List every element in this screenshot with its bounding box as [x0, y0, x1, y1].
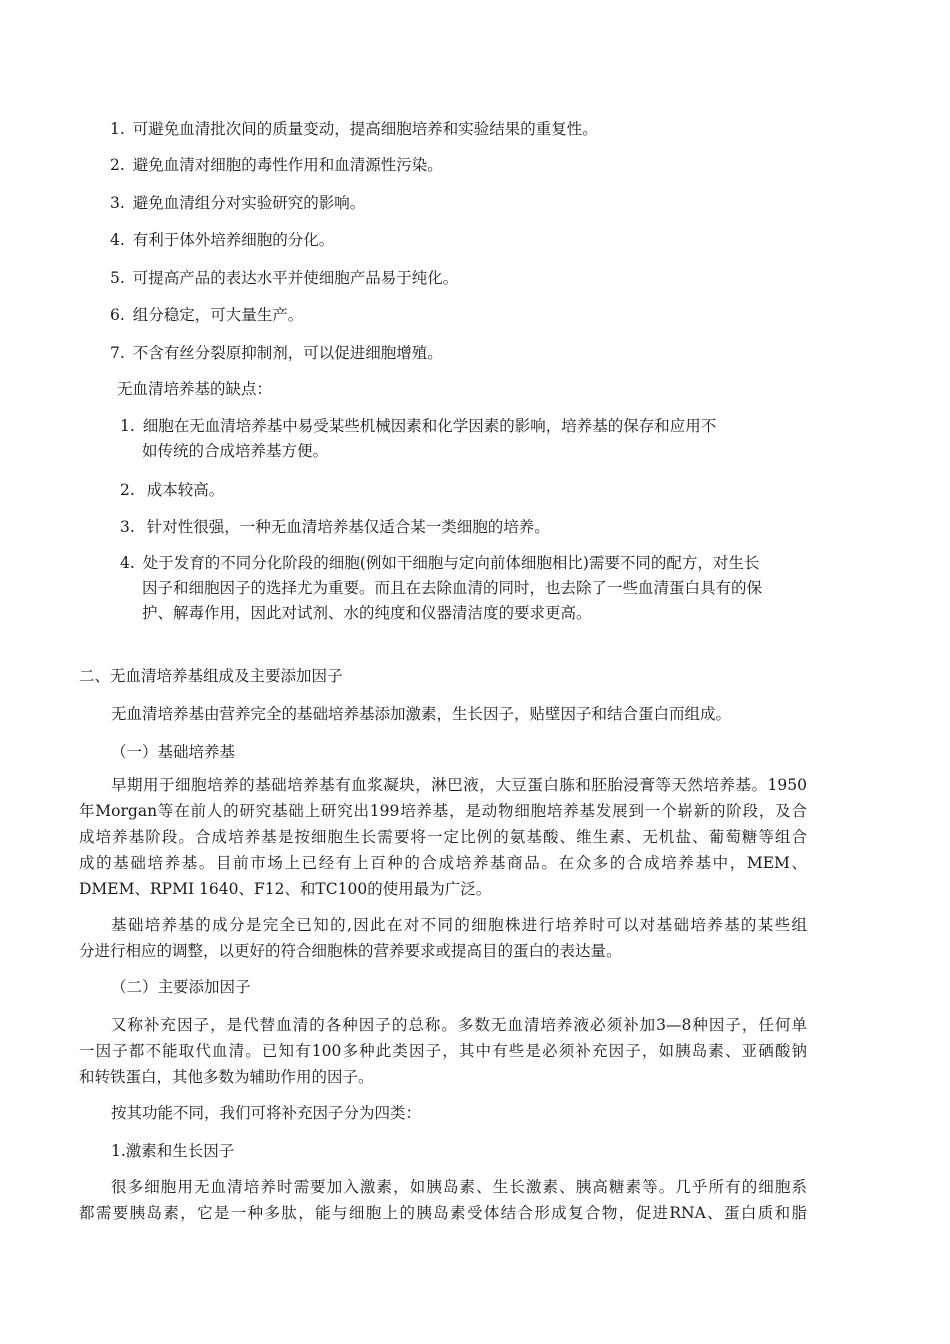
paragraph-line: 早期用于细胞培养的基础培养基有血浆凝块，淋巴液，大豆蛋白胨和胚胎浸膏等天然培养基。1950 — [111, 776, 807, 794]
item-text: 避免血清组分对实验研究的影响。 — [132, 194, 366, 212]
item-number: 6. — [110, 306, 125, 324]
section-heading: 二、无血清培养基组成及主要添加因子 — [79, 667, 343, 685]
paragraph-line: 又称补充因子，是代替血清的各种因子的总称。多数无血清培养液必须补加3—8种因子，任何单 — [111, 1016, 807, 1034]
advantage-item-4 — [110, 226, 334, 255]
item-text: 处于发育的不同分化阶段的细胞(例如干细胞与定向前体细胞相比)需要不同的配方，对生长 — [142, 554, 760, 572]
item-text: 不含有丝分裂原抑制剂，可以促进细胞增殖。 — [132, 344, 443, 362]
disadvantages-heading: 无血清培养基的缺点： — [117, 380, 273, 398]
paragraph-line: 很多细胞用无血清培养时需要加入激素，如胰岛素、生长激素、胰高糖素等。几乎所有的细胞系 — [111, 1178, 807, 1196]
paragraph-line: 按其功能不同，我们可将补充因子分为四类： — [111, 1104, 422, 1122]
item-text: 有利于体外培养细胞的分化。 — [132, 231, 335, 249]
subsection-heading-hormones: 1.激素和生长因子 — [111, 1142, 235, 1160]
paragraph-line: 都需要胰岛素，它是一种多肽，能与细胞上的胰岛素受体结合形成复合物，促进RNA、蛋白质和脂 — [79, 1204, 807, 1222]
paragraph-line: 一因子都不能取代血清。已知有100多种此类因子，其中有些是必须补充因子，如胰岛素、亚硒酸钠 — [79, 1042, 807, 1060]
disadvantage-item-3 — [120, 513, 550, 542]
item-text: 可避免血清批次间的质量变动，提高细胞培养和实验结果的重复性。 — [132, 120, 598, 138]
disadvantage-item-1-continuation: 如传统的合成培养基方便。 — [142, 442, 329, 460]
item-text: 细胞在无血清培养基中易受某些机械因素和化学因素的影响，培养基的保存和应用不 — [142, 417, 717, 435]
item-number: 4. — [120, 554, 135, 572]
paragraph-line: 成培养基阶段。合成培养基是按细胞生长需要将一定比例的氨基酸、维生素、无机盐、葡萄糖等组合 — [79, 828, 807, 846]
item-number: 3. — [110, 194, 125, 212]
paragraph-line: 基础培养基的成分是完全已知的,因此在对不同的细胞株进行培养时可以对基础培养基的某些组 — [111, 916, 807, 934]
item-number: 1. — [120, 417, 135, 435]
paragraph-line: DMEM、RPMI 1640、F12、和TC100的使用最为广泛。 — [79, 880, 492, 898]
item-text: 避免血清对细胞的毒性作用和血清源性污染。 — [132, 156, 443, 174]
advantage-item-7 — [110, 339, 443, 368]
item-number: 1. — [110, 120, 125, 138]
subsection-heading-basal-medium: （一）基础培养基 — [111, 743, 236, 761]
item-text: 可提高产品的表达水平并使细胞产品易于纯化。 — [132, 269, 459, 287]
paragraph-line: 成的基础培养基。目前市场上已经有上百种的合成培养基商品。在众多的合成培养基中，MEM、 — [79, 854, 807, 872]
item-text: 组分稳定，可大量生产。 — [132, 306, 304, 324]
item-number: 3. — [120, 518, 135, 536]
item-text: 针对性很强，一种无血清培养基仅适合某一类细胞的培养。 — [146, 518, 550, 536]
subsection-heading-additive-factors: （二）主要添加因子 — [111, 978, 251, 996]
disadvantage-item-4-continuation: 因子和细胞因子的选择尤为重要。而且在去除血清的同时，也去除了一些血清蛋白具有的保 — [142, 579, 763, 597]
paragraph-line: 和转铁蛋白，其他多数为辅助作用的因子。 — [79, 1068, 374, 1086]
advantage-item-1 — [110, 115, 598, 144]
disadvantage-item-2 — [120, 476, 224, 505]
item-number: 5. — [110, 269, 125, 287]
paragraph-line: 年Morgan等在前人的研究基础上研究出199培养基，是动物细胞培养基发展到一个崭新的阶段，及合 — [79, 802, 807, 820]
paragraph-line: 分进行相应的调整，以更好的符合细胞株的营养要求或提高目的蛋白的表达量。 — [79, 942, 622, 960]
item-number: 7. — [110, 344, 125, 362]
disadvantage-item-4-continuation: 护、解毒作用，因此对试剂、水的纯度和仪器清洁度的要求更高。 — [142, 604, 592, 622]
advantage-item-2 — [110, 151, 443, 180]
item-number: 4. — [110, 231, 125, 249]
section-intro: 无血清培养基由营养完全的基础培养基添加激素，生长因子，贴壁因子和结合蛋白而组成。 — [111, 705, 732, 723]
item-number: 2. — [110, 156, 125, 174]
advantage-item-3 — [110, 189, 365, 218]
advantage-item-6 — [110, 301, 303, 330]
item-text: 成本较高。 — [146, 481, 225, 499]
advantage-item-5 — [110, 264, 458, 293]
item-number: 2. — [120, 481, 135, 499]
